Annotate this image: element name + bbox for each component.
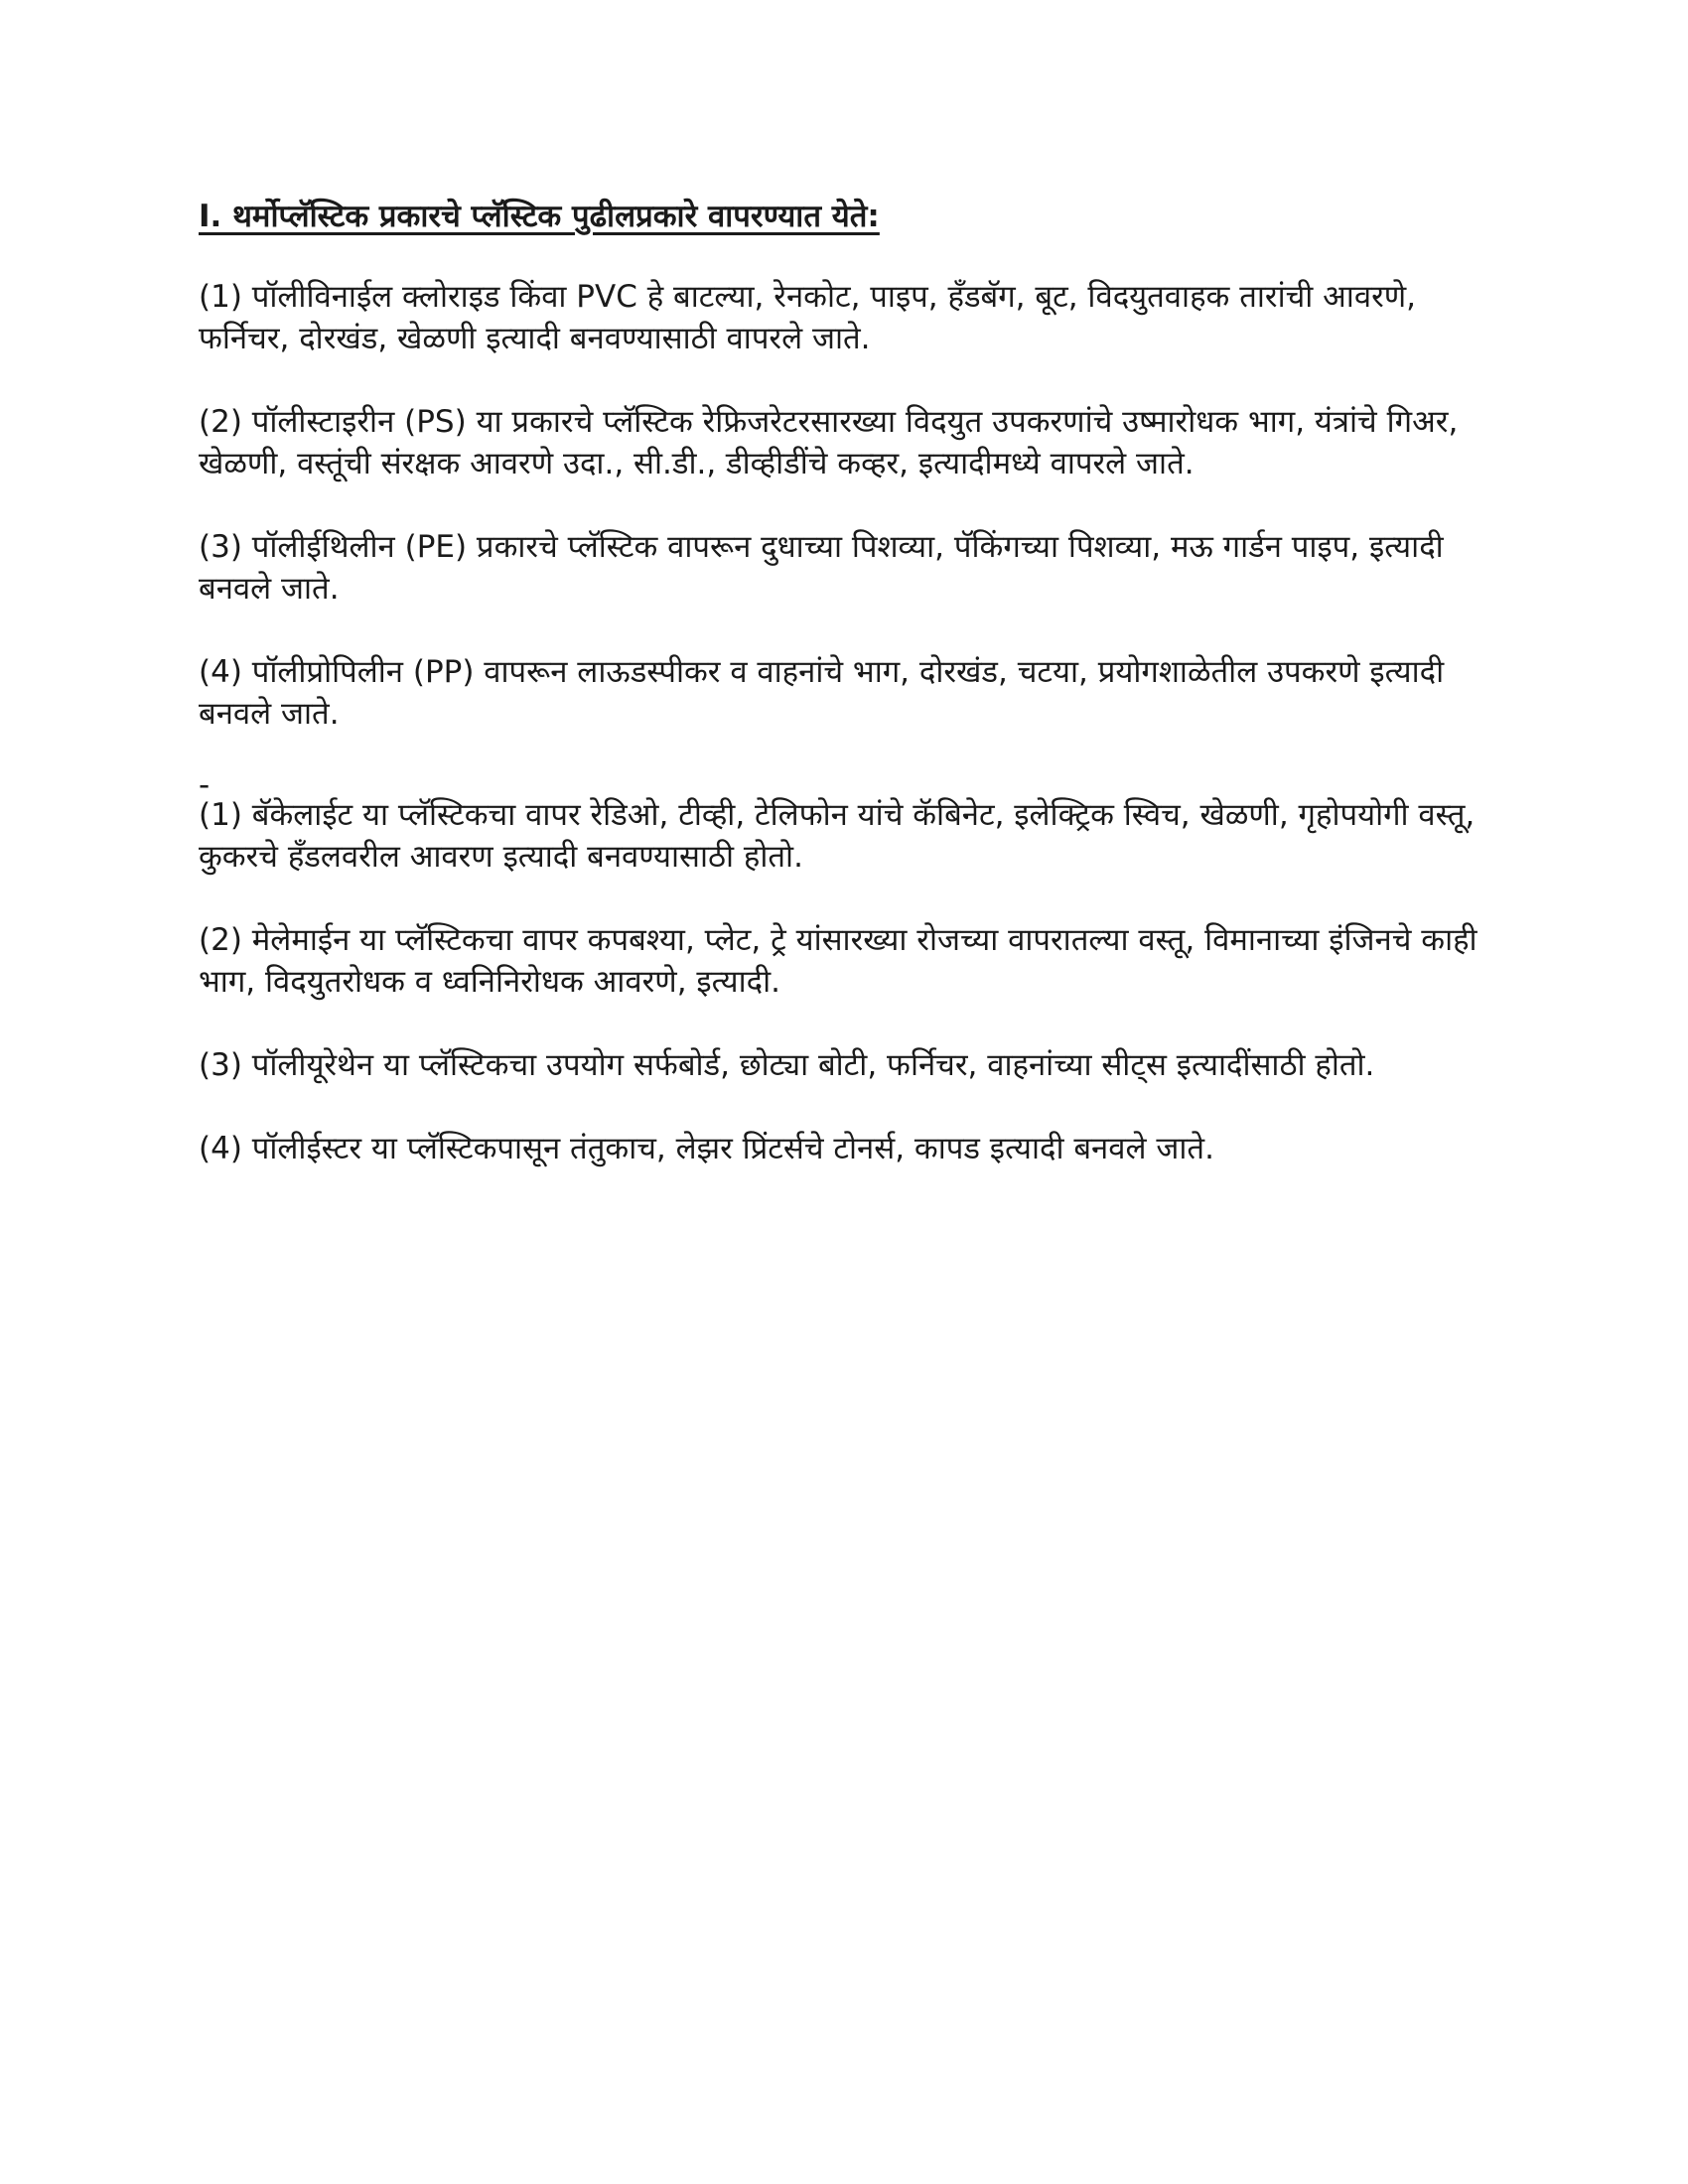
paragraph-polyurethane: (3) पॉलीयूरेथेन या प्लॅस्टिकचा उपयोग सर्फबोर्ड, छोट्या बोटी, फर्निचर, वाहनांच्या सीट्स इत्यादींसाठी होतो.: [199, 1047, 1375, 1083]
section-heading: I. थर्मोप्लॅस्टिक प्रकारचे प्लॅस्टिक पुढीलप्रकारे वापरण्यात येते:: [199, 199, 880, 234]
paragraph-pp: (4) पॉलीप्रोपिलीन (PP) वापरून लाऊडस्पीकर व वाहनांचे भाग, दोरखंड, चटया, प्रयोगशाळेतील उपकरणे इत्यादी बनवले जाते.: [199, 654, 1445, 732]
document-page: [199, 195, 1489, 1211]
separator-dash: -: [199, 767, 211, 803]
paragraph-polyester: (4) पॉलीईस्टर या प्लॅस्टिकपासून तंतुकाच, लेझर प्रिंटर्सचे टोनर्स, कापड इत्यादी बनवले जाते.: [199, 1131, 1214, 1166]
paragraph-pvc: (1) पॉलीविनाईल क्लोराइड किंवा PVC हे बाटल्या, रेनकोट, पाइप, हँडबॅग, बूट, विदयुतवाहक तारांची आवरणे, फर्निचर, दोरखंड, खेळणी इत्यादी बनवण्यासाठी वापरले जाते.: [199, 279, 1417, 356]
paragraph-bakelite: (1) बॅकेलाईट या प्लॅस्टिकचा वापर रेडिओ, टीव्ही, टेलिफोन यांचे कॅबिनेट, इलेक्ट्रिक स्विच, खेळणी, गृहोपयोगी वस्तू, कुकरचे हँडलवरील आवरण इत्यादी बनवण्यासाठी होतो.: [199, 797, 1476, 875]
paragraph-melamine: (2) मेलेमाईन या प्लॅस्टिकचा वापर कपबश्या, प्लेट, ट्रे यांसारख्या रोजच्या वापरातल्या वस्तू, विमानाच्या इंजिनचे काही भाग, विदयुतरोधक व ध्वनिनिरोधक आवरणे, इत्यादी.: [199, 922, 1477, 1000]
paragraph-pe: (3) पॉलीईथिलीन (PE) प्रकारचे प्लॅस्टिक वापरून दुधाच्या पिशव्या, पॅकिंगच्या पिशव्या, मऊ गार्डन पाइप, इत्यादी बनवले जाते.: [199, 529, 1444, 607]
paragraph-ps: (2) पॉलीस्टाइरीन (PS) या प्रकारचे प्लॅस्टिक रेफ्रिजरेटरसारख्या विदयुत उपकरणांचे उष्मारोधक भाग, यंत्रांचे गिअर, खेळणी, वस्तूंची संरक्षक आवरणे उदा., सी.डी., डीव्हीडींचे कव्हर, इत्यादीमध्ये वापरले जाते.: [199, 404, 1459, 481]
